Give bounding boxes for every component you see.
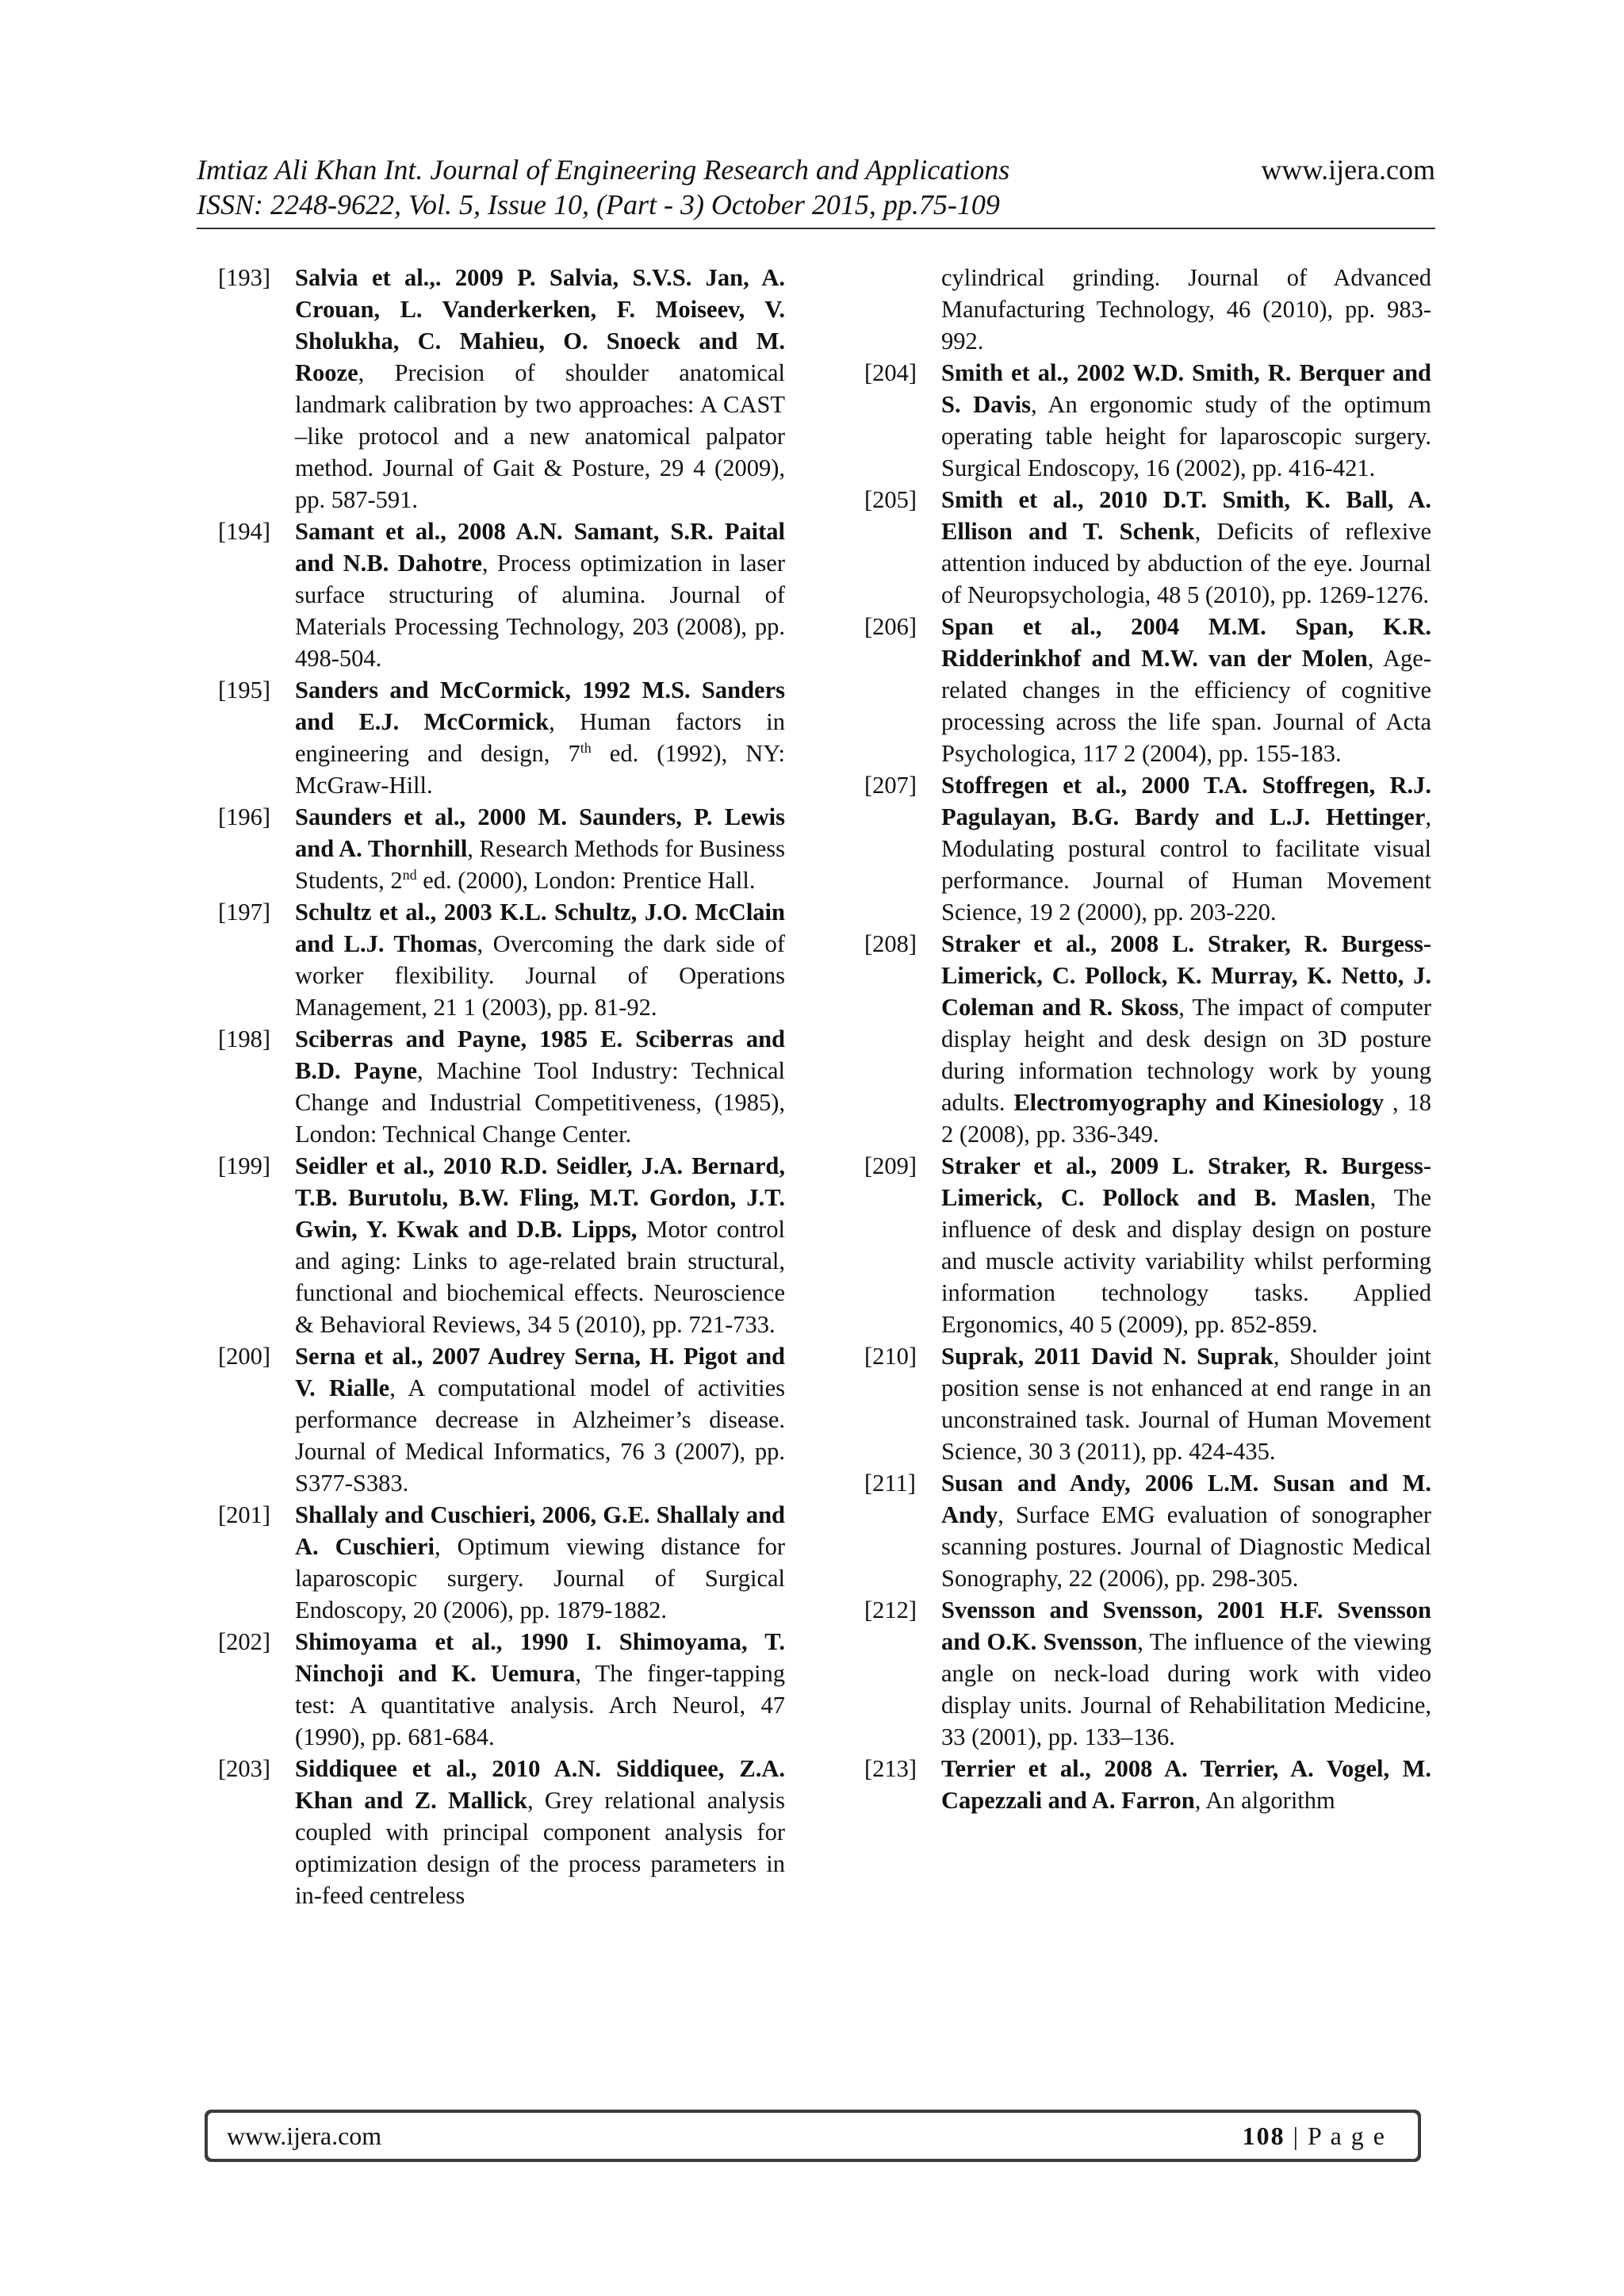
footer-url: www.ijera.com [227,2121,382,2150]
reference-text: , An algorithm [1194,1787,1335,1814]
reference-text-tail: ed. (2000), London: Prentice Hall. [416,867,756,894]
reference-body [941,357,1431,484]
reference-number: [213] [864,1755,917,1782]
reference-body [295,1753,785,1911]
reference-body [295,801,785,896]
reference-item [218,1023,785,1150]
reference-text: , The influence of the viewing angle on neck-load during work with video display units. Journal of Rehabilitation Medicine, 33 (2001), pp. 133–136. [941,1628,1431,1750]
reference-authors: Samant et al., 2008 A.N. Samant, S.R. Paital and N.B. Dahotre [295,518,785,577]
reference-item [218,1150,785,1340]
reference-number: [211] [864,1470,916,1497]
reference-body [295,516,785,674]
reference-body [295,674,785,801]
reference-item [864,611,1431,769]
reference-journal-bold: Electromyography and Kinesiology [1013,1089,1385,1116]
reference-item [218,1626,785,1753]
reference-text: , Machine Tool Industry: Technical Change and Industrial Competitiveness, (1985), London: Technical Change Center. [295,1057,785,1148]
header-divider [197,228,1435,229]
reference-body [941,1594,1431,1753]
journal-title: Imtiaz Ali Khan Int. Journal of Engineering Research and Applications [197,154,1010,186]
reference-item [864,1467,1431,1594]
reference-number: [199] [218,1152,271,1179]
reference-column-right [864,262,1431,1816]
reference-text: , Modulating postural control to facilitate visual performance. Journal of Human Movement Science, 19 2 (2000), pp. 203-220. [941,803,1431,926]
reference-item [218,1753,785,1911]
reference-item [864,1340,1431,1467]
reference-authors: Serna et al., 2007 Audrey Serna, H. Pigot and V. Rialle [295,1343,785,1401]
reference-authors: Span et al., 2004 M.M. Span, K.R. Ridderinkhof and M.W. van der Molen [941,613,1431,672]
reference-text-tail: ed. (1992), NY: McGraw-Hill. [295,740,786,799]
reference-number: [198] [218,1025,271,1052]
reference-authors: Straker et al., 2008 L. Straker, R. Burgess-Limerick, C. Pollock, K. Murray, K. Netto, J. Coleman and R. Skoss [941,930,1431,1021]
reference-body [295,262,785,516]
reference-authors: Sciberras and Payne, 1985 E. Sciberras and B.D. Payne [295,1025,785,1084]
reference-authors: Stoffregen et al., 2000 T.A. Stoffregen, R.J. Pagulayan, B.G. Bardy and L.J. Hettinger [941,772,1431,830]
reference-authors: Shallaly and Cuschieri, 2006, G.E. Shallaly and A. Cuschieri [295,1501,785,1560]
reference-text: , Surface EMG evaluation of sonographer scanning postures. Journal of Diagnostic Medical Sonography, 22 (2006), pp. 298-305. [941,1501,1431,1592]
reference-text: , The influence of desk and display design on posture and muscle activity variability whilst performing information technology tasks. Applied Ergonomics, 40 5 (2009), pp. 852-859. [941,1184,1431,1338]
reference-item [218,896,785,1023]
reference-text: , Shoulder joint position sense is not enhanced at end range in an unconstrained task. Journal of Human Movement Science, 30 3 (2011), pp. 424-435. [941,1343,1431,1465]
reference-item [218,674,785,801]
reference-text: , Grey relational analysis coupled with principal component analysis for optimization design of the process parameters in in-feed centreless [295,1787,785,1909]
reference-item [864,1594,1431,1753]
reference-number: [210] [864,1343,917,1370]
reference-number: [212] [864,1596,917,1623]
reference-continuation: cylindrical grinding. Journal of Advanced Manufacturing Technology, 46 (2010), pp. 983-992. [941,264,1431,355]
reference-number: [208] [864,930,917,957]
reference-number: [205] [864,486,917,513]
reference-column-left [218,262,785,1911]
reference-item [218,1499,785,1626]
reference-item [864,769,1431,928]
reference-text: , Age-related changes in the efficiency of cognitive processing across the life span. Journal of Acta Psychologica, 117 2 (2004), pp. 155-183. [941,645,1431,767]
reference-text: , Human factors in engineering and design, 7 [295,708,785,767]
page-number-label [1243,2122,1386,2151]
reference-number: [193] [218,264,271,291]
journal-website: www.ijera.com [1261,154,1435,186]
reference-authors: Svensson and Svensson, 2001 H.F. Svensson and O.K. Svensson [941,1596,1431,1655]
reference-number: [195] [218,677,271,703]
reference-text: , Process optimization in laser surface structuring of alumina. Journal of Materials Processing Technology, 203 (2008), pp. 498-504. [295,550,785,672]
reference-item [864,928,1431,1150]
reference-item [218,516,785,674]
reference-authors: Smith et al., 2002 W.D. Smith, R. Berquer and S. Davis [941,359,1431,418]
reference-number: [201] [218,1501,271,1528]
reference-item [218,801,785,896]
reference-body [941,928,1431,1150]
reference-authors: Susan and Andy, 2006 L.M. Susan and M. Andy [941,1470,1431,1528]
reference-item [218,262,785,516]
reference-number: [197] [218,899,271,926]
reference-authors: Schultz et al., 2003 K.L. Schultz, J.O. McClain and L.J. Thomas [295,899,785,957]
reference-item [864,1150,1431,1340]
reference-text: , An ergonomic study of the optimum operating table height for laparoscopic surgery. Surgical Endoscopy, 16 (2002), pp. 416-421. [941,391,1431,481]
reference-body [295,1626,785,1753]
reference-body [295,1340,785,1499]
reference-number: [206] [864,613,917,640]
reference-body [941,1467,1431,1594]
reference-number: [209] [864,1152,917,1179]
reference-body [941,769,1431,928]
reference-number: [196] [218,803,271,830]
reference-text: , Deficits of reflexive attention induced by abduction of the eye. Journal of Neuropsychologia, 48 5 (2010), pp. 1269-1276. [941,518,1431,608]
reference-authors: Suprak, 2011 David N. Suprak [941,1343,1274,1370]
reference-text: , A computational model of activities performance decrease in Alzheimer’s disease. Journal of Medical Informatics, 76 3 (2007), pp. S377-S383. [295,1374,785,1497]
reference-text: , Optimum viewing distance for laparoscopic surgery. Journal of Surgical Endoscopy, 20 (2006), pp. 1879-1882. [295,1533,785,1623]
page-number: 108 [1242,2121,1285,2150]
reference-body [941,1150,1431,1340]
reference-authors: Smith et al., 2010 D.T. Smith, K. Ball, A. Ellison and T. Schenk [941,486,1431,545]
reference-text: , Research Methods for Business Students, 2 [295,835,785,894]
issue-info: ISSN: 2248-9622, Vol. 5, Issue 10, (Part - 3) October 2015, pp.75-109 [197,189,1000,220]
reference-authors: Siddiquee et al., 2010 A.N. Siddiquee, Z.A. Khan and Z. Mallick [295,1755,785,1814]
reference-number: [202] [218,1628,271,1655]
reference-body [941,1340,1431,1467]
page-suffix: | P a g e [1285,2121,1386,2150]
reference-superscript: nd [402,866,417,883]
reference-authors: Terrier et al., 2008 A. Terrier, A. Vogel, M. Capezzali and A. Farron [941,1755,1431,1814]
reference-body [295,1499,785,1626]
reference-body [941,1753,1431,1816]
reference-text: , Overcoming the dark side of worker flexibility. Journal of Operations Management, 21 1 (2003), pp. 81-92. [295,930,785,1021]
reference-number: [203] [218,1755,271,1782]
reference-item [218,1340,785,1499]
reference-body [295,896,785,1023]
reference-authors: Saunders et al., 2000 M. Saunders, P. Lewis and A. Thornhill [295,803,785,862]
reference-number: [200] [218,1343,271,1370]
reference-body [941,611,1431,769]
reference-body [295,1150,785,1340]
reference-body [295,1023,785,1150]
reference-authors: Straker et al., 2009 L. Straker, R. Burgess-Limerick, C. Pollock and B. Maslen [941,1152,1431,1211]
reference-number: [204] [864,359,917,386]
reference-authors: Shimoyama et al., 1990 I. Shimoyama, T. Ninchoji and K. Uemura [295,1628,785,1687]
reference-authors: Sanders and McCormick, 1992 M.S. Sanders and E.J. McCormick [295,677,785,735]
reference-authors: Seidler et al., 2010 R.D. Seidler, J.A. Bernard, T.B. Burutolu, B.W. Fling, M.T. Gordon, J.T. Gwin, Y. Kwak and D.B. Lipps, [295,1152,785,1243]
reference-superscript: th [580,739,592,756]
reference-text: Motor control and aging: Links to age-related brain structural, functional and biochemical effects. Neuroscience & Behavioral Reviews, 34 5 (2010), pp. 721-733. [295,1216,785,1338]
reference-number: [207] [864,772,917,799]
reference-text: , The impact of computer display height and desk design on 3D posture during information technology work by young adults. [941,994,1432,1116]
reference-text: , Precision of shoulder anatomical landmark calibration by two approaches: A CAST –like protocol and a new anatomical palpator method. Journal of Gait & Posture, 29 4 (2009), pp. 587-591. [295,359,785,513]
reference-text-tail: , 18 2 (2008), pp. 336-349. [941,1089,1431,1148]
reference-item [864,484,1431,611]
reference-number: [194] [218,518,271,545]
reference-authors: Salvia et al.,. 2009 P. Salvia, S.V.S. Jan, A. Crouan, L. Vanderkerken, F. Moiseev, V. Sholukha, C. Mahieu, O. Snoeck and M. Rooze [295,264,785,386]
reference-text: , The finger-tapping test: A quantitative analysis. Arch Neurol, 47 (1990), pp. 681-684. [295,1660,785,1750]
reference-item [864,357,1431,484]
running-header [197,152,1435,222]
reference-item [864,1753,1431,1816]
page-footer [205,2110,1421,2162]
reference-body [941,484,1431,611]
